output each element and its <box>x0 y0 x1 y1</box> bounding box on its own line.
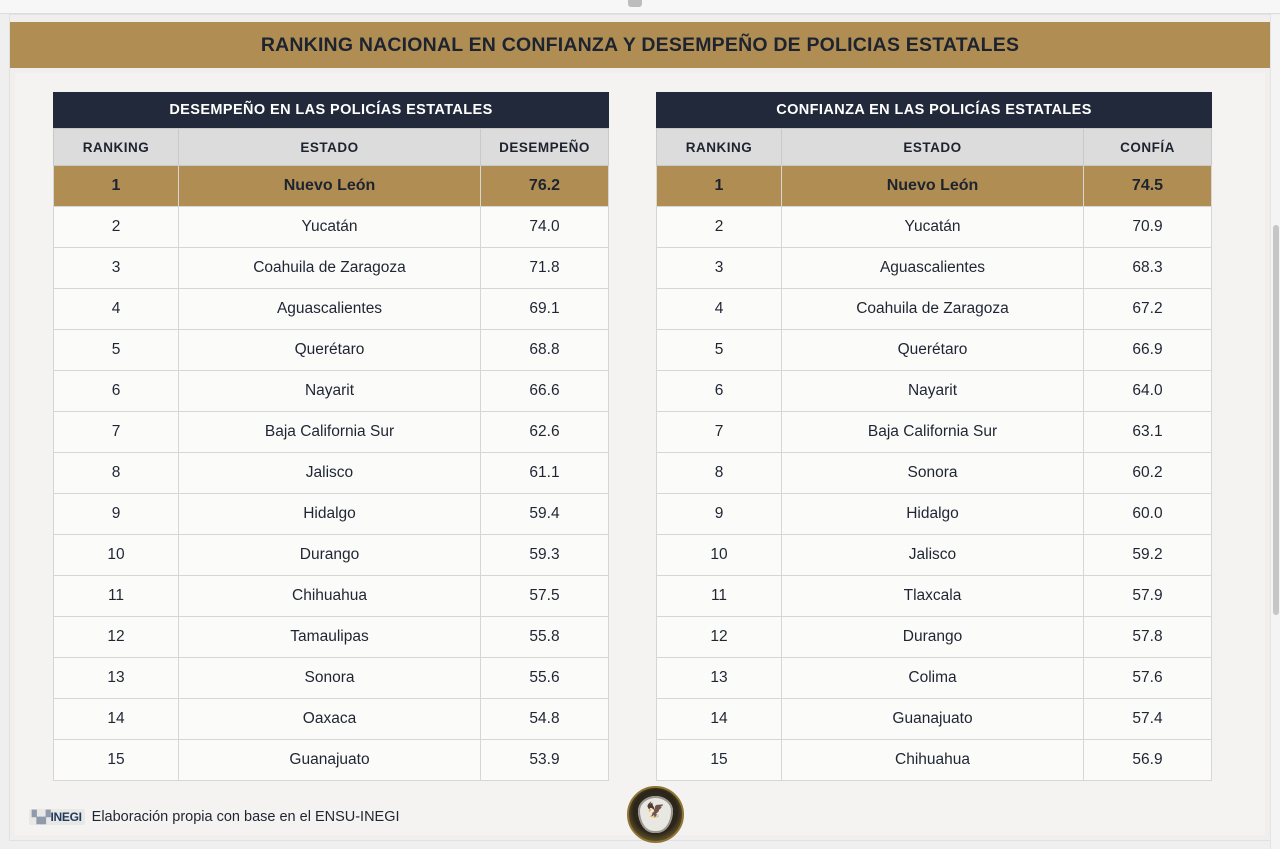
cell-value: 70.9 <box>1084 207 1212 248</box>
cell-estado: Durango <box>179 535 481 576</box>
table-row <box>657 617 1212 658</box>
cell-rank: 10 <box>657 535 782 576</box>
cell-estado: Tlaxcala <box>782 576 1084 617</box>
cell-estado: Sonora <box>782 453 1084 494</box>
police-seal-icon <box>627 786 684 843</box>
cell-rank: 2 <box>657 207 782 248</box>
column-header-ranking: RANKING <box>54 129 179 166</box>
column-header-ranking: RANKING <box>657 129 782 166</box>
table-row <box>54 166 609 207</box>
cell-estado: Sonora <box>179 658 481 699</box>
cell-estado: Baja California Sur <box>179 412 481 453</box>
table-row <box>657 289 1212 330</box>
cell-rank: 14 <box>54 699 179 740</box>
cell-value: 74.5 <box>1084 166 1212 207</box>
cell-value: 68.8 <box>481 330 609 371</box>
cell-rank: 8 <box>657 453 782 494</box>
table-row <box>54 740 609 781</box>
column-header-value: CONFÍA <box>1084 129 1212 166</box>
table-row <box>657 535 1212 576</box>
presentation-slide <box>10 15 1270 840</box>
cell-rank: 2 <box>54 207 179 248</box>
cell-value: 67.2 <box>1084 289 1212 330</box>
cell-estado: Nuevo León <box>179 166 481 207</box>
source-footer <box>29 809 400 825</box>
cell-rank: 15 <box>54 740 179 781</box>
cell-estado: Baja California Sur <box>782 412 1084 453</box>
column-header-estado: ESTADO <box>179 129 481 166</box>
cell-estado: Chihuahua <box>782 740 1084 781</box>
table-row <box>54 535 609 576</box>
cell-value: 56.9 <box>1084 740 1212 781</box>
desempeno-table-caption: DESEMPEÑO EN LAS POLICÍAS ESTATALES <box>53 92 609 128</box>
cell-rank: 11 <box>657 576 782 617</box>
viewer-scrollbar[interactable] <box>1270 15 1280 849</box>
table-row <box>657 740 1212 781</box>
table-row <box>657 576 1212 617</box>
table-row <box>54 617 609 658</box>
ranking-tables <box>15 73 1265 781</box>
cell-value: 69.1 <box>481 289 609 330</box>
cell-value: 57.5 <box>481 576 609 617</box>
table-row <box>54 658 609 699</box>
cell-estado: Guanajuato <box>782 699 1084 740</box>
cell-rank: 5 <box>657 330 782 371</box>
cell-estado: Yucatán <box>179 207 481 248</box>
cell-value: 55.8 <box>481 617 609 658</box>
table-row <box>657 453 1212 494</box>
table-row <box>657 494 1212 535</box>
cell-value: 59.3 <box>481 535 609 576</box>
cell-estado: Querétaro <box>782 330 1084 371</box>
table-row <box>657 371 1212 412</box>
cell-rank: 6 <box>657 371 782 412</box>
table-row <box>54 207 609 248</box>
cell-rank: 13 <box>657 658 782 699</box>
cell-estado: Colima <box>782 658 1084 699</box>
cell-estado: Nayarit <box>782 371 1084 412</box>
cell-rank: 3 <box>54 248 179 289</box>
cell-value: 60.2 <box>1084 453 1212 494</box>
cell-estado: Durango <box>782 617 1084 658</box>
cell-value: 76.2 <box>481 166 609 207</box>
slide-title-bar <box>10 22 1270 68</box>
cell-estado: Yucatán <box>782 207 1084 248</box>
cell-value: 57.9 <box>1084 576 1212 617</box>
cell-estado: Coahuila de Zaragoza <box>782 289 1084 330</box>
table-header-row <box>657 129 1212 166</box>
table-header-row <box>54 129 609 166</box>
cell-rank: 11 <box>54 576 179 617</box>
cell-rank: 5 <box>54 330 179 371</box>
cell-value: 66.9 <box>1084 330 1212 371</box>
cell-value: 71.8 <box>481 248 609 289</box>
window-notch <box>628 0 642 7</box>
cell-rank: 3 <box>657 248 782 289</box>
cell-value: 66.6 <box>481 371 609 412</box>
desempeno-table-wrapper <box>53 92 608 781</box>
table-row <box>657 699 1212 740</box>
cell-rank: 14 <box>657 699 782 740</box>
table-row <box>54 453 609 494</box>
cell-estado: Hidalgo <box>782 494 1084 535</box>
cell-value: 68.3 <box>1084 248 1212 289</box>
cell-estado: Nayarit <box>179 371 481 412</box>
page-title: RANKING NACIONAL EN CONFIANZA Y DESEMPEÑO DE POLICIAS ESTATALES <box>260 33 1020 56</box>
cell-rank: 13 <box>54 658 179 699</box>
cell-estado: Tamaulipas <box>179 617 481 658</box>
confianza-table-caption: CONFIANZA EN LAS POLICÍAS ESTATALES <box>656 92 1212 128</box>
cell-value: 59.4 <box>481 494 609 535</box>
cell-estado: Aguascalientes <box>782 248 1084 289</box>
table-row <box>657 412 1212 453</box>
cell-estado: Hidalgo <box>179 494 481 535</box>
table-row <box>54 576 609 617</box>
table-row <box>54 289 609 330</box>
cell-estado: Querétaro <box>179 330 481 371</box>
cell-estado: Jalisco <box>782 535 1084 576</box>
cell-rank: 7 <box>54 412 179 453</box>
cell-rank: 9 <box>657 494 782 535</box>
cell-rank: 1 <box>657 166 782 207</box>
cell-estado: Coahuila de Zaragoza <box>179 248 481 289</box>
inegi-logo-icon <box>29 809 85 825</box>
cell-estado: Guanajuato <box>179 740 481 781</box>
cell-value: 57.6 <box>1084 658 1212 699</box>
table-row <box>54 412 609 453</box>
desempeno-table <box>53 92 609 781</box>
cell-rank: 12 <box>657 617 782 658</box>
inegi-logo-mark: ▚▞ <box>32 810 51 824</box>
cell-value: 64.0 <box>1084 371 1212 412</box>
cell-rank: 8 <box>54 453 179 494</box>
source-note: Elaboración propia con base en el ENSU-INEGI <box>91 809 400 825</box>
table-row <box>657 207 1212 248</box>
cell-value: 55.6 <box>481 658 609 699</box>
cell-rank: 10 <box>54 535 179 576</box>
window-top-strip <box>0 0 1280 14</box>
table-row <box>54 330 609 371</box>
cell-estado: Aguascalientes <box>179 289 481 330</box>
slide-body <box>15 73 1265 835</box>
cell-estado: Nuevo León <box>782 166 1084 207</box>
confianza-table-wrapper <box>656 92 1211 781</box>
table-row <box>657 658 1212 699</box>
cell-rank: 15 <box>657 740 782 781</box>
cell-rank: 6 <box>54 371 179 412</box>
cell-rank: 1 <box>54 166 179 207</box>
table-row <box>657 166 1212 207</box>
cell-value: 54.8 <box>481 699 609 740</box>
cell-rank: 4 <box>54 289 179 330</box>
inegi-logo-text: INEGI <box>50 810 82 824</box>
table-row <box>54 699 609 740</box>
cell-rank: 9 <box>54 494 179 535</box>
scrollbar-thumb[interactable] <box>1273 225 1279 615</box>
cell-rank: 4 <box>657 289 782 330</box>
eagle-icon: 🦅 <box>646 802 665 819</box>
cell-rank: 12 <box>54 617 179 658</box>
cell-value: 59.2 <box>1084 535 1212 576</box>
cell-value: 53.9 <box>481 740 609 781</box>
table-row <box>54 494 609 535</box>
cell-rank: 7 <box>657 412 782 453</box>
cell-value: 61.1 <box>481 453 609 494</box>
column-header-value: DESEMPEÑO <box>481 129 609 166</box>
cell-estado: Oaxaca <box>179 699 481 740</box>
table-row <box>657 248 1212 289</box>
cell-value: 57.4 <box>1084 699 1212 740</box>
cell-estado: Chihuahua <box>179 576 481 617</box>
table-row <box>54 248 609 289</box>
cell-value: 62.6 <box>481 412 609 453</box>
column-header-estado: ESTADO <box>782 129 1084 166</box>
table-row <box>657 330 1212 371</box>
cell-value: 60.0 <box>1084 494 1212 535</box>
confianza-table <box>656 92 1212 781</box>
cell-value: 74.0 <box>481 207 609 248</box>
table-row <box>54 371 609 412</box>
cell-value: 63.1 <box>1084 412 1212 453</box>
cell-estado: Jalisco <box>179 453 481 494</box>
cell-value: 57.8 <box>1084 617 1212 658</box>
